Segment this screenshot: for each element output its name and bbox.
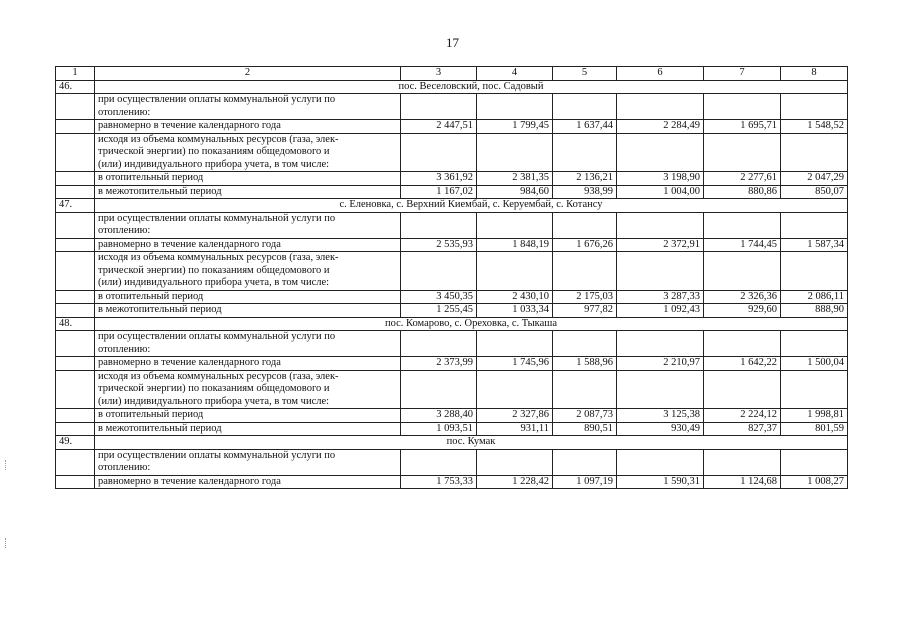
description-line: при осуществлении оплаты коммунальной услуги по	[98, 212, 336, 224]
value-cell	[704, 94, 781, 120]
row-number-cell	[56, 370, 95, 409]
value-cell	[477, 331, 553, 357]
page-number: 17	[446, 35, 459, 50]
value-cell: 1 093,51	[401, 422, 477, 436]
row-description	[95, 133, 401, 172]
row-description	[95, 304, 401, 318]
description-line: исходя из объема коммунальных ресурсов (газа, элек-	[98, 133, 339, 145]
value-cell	[401, 370, 477, 409]
row-description	[95, 185, 401, 199]
table-row	[56, 304, 848, 318]
description-line: трической энергии) по показаниям общедомового и	[98, 383, 330, 394]
value-cell: 1 124,68	[704, 475, 781, 489]
description-line: отоплению:	[98, 462, 151, 473]
value-cell	[704, 252, 781, 291]
description-line: трической энергии) по показаниям общедомового и	[98, 146, 330, 157]
value-cell	[617, 370, 704, 409]
row-number-cell	[56, 290, 95, 304]
value-cell	[781, 133, 848, 172]
row-number-cell	[56, 185, 95, 199]
table-row	[56, 238, 848, 252]
column-header-row	[56, 67, 848, 81]
value-cell: 827,37	[704, 422, 781, 436]
table-row	[56, 449, 848, 475]
column-header: 1	[56, 67, 95, 81]
value-cell	[477, 133, 553, 172]
table-row	[56, 120, 848, 134]
row-number-cell	[56, 331, 95, 357]
description-line: исходя из объема коммунальных ресурсов (газа, элек-	[98, 370, 339, 382]
table-row	[56, 422, 848, 436]
value-cell	[553, 252, 617, 291]
value-cell: 2 327,86	[477, 409, 553, 423]
row-number: 49.	[56, 436, 95, 450]
value-cell: 888,90	[781, 304, 848, 318]
value-cell: 2 087,73	[553, 409, 617, 423]
location-name: пос. Кумак	[95, 436, 848, 450]
value-cell: 977,82	[553, 304, 617, 318]
value-cell	[781, 252, 848, 291]
value-cell	[617, 449, 704, 475]
value-cell	[401, 94, 477, 120]
row-description	[95, 252, 401, 291]
table-row	[56, 172, 848, 186]
table-row	[56, 475, 848, 489]
location-name: пос. Веселовский, пос. Садовый	[95, 80, 848, 94]
value-cell	[401, 331, 477, 357]
value-cell: 2 447,51	[401, 120, 477, 134]
value-cell: 1 590,31	[617, 475, 704, 489]
value-cell: 930,49	[617, 422, 704, 436]
description-line: при осуществлении оплаты коммунальной услуги по	[98, 94, 336, 105]
value-cell: 1 167,02	[401, 185, 477, 199]
value-cell: 1 998,81	[781, 409, 848, 423]
table-row	[56, 370, 848, 409]
value-cell: 3 288,40	[401, 409, 477, 423]
row-description	[95, 212, 401, 238]
value-cell: 2 326,36	[704, 290, 781, 304]
value-cell	[781, 212, 848, 238]
value-cell	[704, 331, 781, 357]
value-cell: 3 198,90	[617, 172, 704, 186]
table-row	[56, 212, 848, 238]
description-line: отоплению:	[98, 106, 151, 118]
description-line: в межотопительный период	[98, 185, 222, 197]
value-cell: 1 548,52	[781, 120, 848, 134]
location-row	[56, 317, 848, 331]
column-header: 6	[617, 67, 704, 81]
value-cell	[401, 252, 477, 291]
value-cell	[781, 370, 848, 409]
value-cell: 1 033,34	[477, 304, 553, 318]
row-number-cell	[56, 304, 95, 318]
value-cell: 1 848,19	[477, 238, 553, 252]
value-cell: 984,60	[477, 185, 553, 199]
value-cell	[781, 94, 848, 120]
value-cell	[401, 449, 477, 475]
row-number: 47.	[56, 199, 95, 213]
value-cell	[617, 94, 704, 120]
description-line: в межотопительный период	[98, 422, 222, 434]
value-cell: 1 255,45	[401, 304, 477, 318]
table-row	[56, 133, 848, 172]
row-description	[95, 409, 401, 423]
row-description	[95, 290, 401, 304]
value-cell	[553, 133, 617, 172]
row-description	[95, 238, 401, 252]
description-line: при осуществлении оплаты коммунальной услуги по	[98, 331, 336, 342]
table-row	[56, 252, 848, 291]
value-cell: 1 004,00	[617, 185, 704, 199]
description-line: (или) индивидуального прибора учета, в том числе:	[98, 158, 330, 170]
value-cell: 3 361,92	[401, 172, 477, 186]
row-description	[95, 331, 401, 357]
value-cell	[401, 212, 477, 238]
value-cell: 2 175,03	[553, 290, 617, 304]
value-cell: 929,60	[704, 304, 781, 318]
value-cell: 3 450,35	[401, 290, 477, 304]
row-number-cell	[56, 252, 95, 291]
value-cell	[704, 449, 781, 475]
row-description	[95, 449, 401, 475]
value-cell: 1 587,34	[781, 238, 848, 252]
column-header: 8	[781, 67, 848, 81]
description-line: равномерно в течение календарного года	[98, 120, 281, 131]
column-header: 3	[401, 67, 477, 81]
value-cell: 2 136,21	[553, 172, 617, 186]
value-cell	[781, 449, 848, 475]
description-line: в отопительный период	[98, 290, 204, 302]
description-line: (или) индивидуального прибора учета, в том числе:	[98, 277, 330, 288]
row-number-cell	[56, 94, 95, 120]
value-cell	[553, 212, 617, 238]
value-cell	[477, 370, 553, 409]
column-header: 2	[95, 67, 401, 81]
row-description	[95, 475, 401, 489]
description-line: исходя из объема коммунальных ресурсов (газа, элек-	[98, 252, 339, 263]
row-description	[95, 94, 401, 120]
row-number: 48.	[56, 317, 95, 331]
tariff-table	[55, 66, 848, 489]
column-header: 5	[553, 67, 617, 81]
description-line: в отопительный период	[98, 172, 204, 183]
value-cell: 3 287,33	[617, 290, 704, 304]
column-header: 4	[477, 67, 553, 81]
value-cell	[704, 133, 781, 172]
description-line: (или) индивидуального прибора учета, в том числе:	[98, 395, 330, 407]
description-line: равномерно в течение календарного года	[98, 238, 281, 250]
description-line: равномерно в течение календарного года	[98, 475, 281, 487]
value-cell	[477, 449, 553, 475]
row-number: 46.	[56, 80, 95, 94]
value-cell: 1 676,26	[553, 238, 617, 252]
value-cell: 2 224,12	[704, 409, 781, 423]
location-row	[56, 436, 848, 450]
location-row	[56, 199, 848, 213]
value-cell	[704, 212, 781, 238]
value-cell: 1 588,96	[553, 357, 617, 371]
tariff-table-body	[56, 67, 848, 489]
value-cell	[477, 212, 553, 238]
row-number-cell	[56, 238, 95, 252]
description-line: в отопительный период	[98, 409, 204, 420]
value-cell: 1 008,27	[781, 475, 848, 489]
value-cell: 2 277,61	[704, 172, 781, 186]
value-cell	[617, 212, 704, 238]
value-cell	[553, 370, 617, 409]
value-cell: 1 500,04	[781, 357, 848, 371]
column-header: 7	[704, 67, 781, 81]
value-cell: 938,99	[553, 185, 617, 199]
value-cell: 1 642,22	[704, 357, 781, 371]
value-cell: 1 092,43	[617, 304, 704, 318]
value-cell: 1 228,42	[477, 475, 553, 489]
row-number-cell	[56, 449, 95, 475]
description-line: в межотопительный период	[98, 304, 222, 315]
scan-margin-mark	[5, 460, 8, 470]
value-cell: 1 744,45	[704, 238, 781, 252]
row-number-cell	[56, 357, 95, 371]
row-number-cell	[56, 172, 95, 186]
table-row	[56, 409, 848, 423]
row-description	[95, 120, 401, 134]
value-cell: 2 210,97	[617, 357, 704, 371]
value-cell: 2 430,10	[477, 290, 553, 304]
row-number-cell	[56, 409, 95, 423]
value-cell	[617, 252, 704, 291]
value-cell	[477, 94, 553, 120]
value-cell	[617, 331, 704, 357]
description-line: отоплению:	[98, 343, 151, 355]
row-description	[95, 172, 401, 186]
value-cell	[704, 370, 781, 409]
value-cell	[781, 331, 848, 357]
value-cell: 2 372,91	[617, 238, 704, 252]
table-row	[56, 94, 848, 120]
value-cell	[553, 331, 617, 357]
row-number-cell	[56, 133, 95, 172]
value-cell: 1 799,45	[477, 120, 553, 134]
value-cell: 3 125,38	[617, 409, 704, 423]
location-row	[56, 80, 848, 94]
row-number-cell	[56, 475, 95, 489]
value-cell: 1 695,71	[704, 120, 781, 134]
description-line: при осуществлении оплаты коммунальной услуги по	[98, 449, 336, 461]
value-cell	[401, 133, 477, 172]
row-number-cell	[56, 212, 95, 238]
description-line: равномерно в течение календарного года	[98, 357, 281, 368]
value-cell	[553, 449, 617, 475]
value-cell	[553, 94, 617, 120]
row-number-cell	[56, 120, 95, 134]
row-description	[95, 357, 401, 371]
value-cell: 2 047,29	[781, 172, 848, 186]
table-row	[56, 290, 848, 304]
value-cell: 880,86	[704, 185, 781, 199]
value-cell	[477, 252, 553, 291]
value-cell: 931,11	[477, 422, 553, 436]
value-cell: 2 381,35	[477, 172, 553, 186]
row-description	[95, 422, 401, 436]
row-number-cell	[56, 422, 95, 436]
table-row	[56, 185, 848, 199]
value-cell: 890,51	[553, 422, 617, 436]
value-cell	[617, 133, 704, 172]
description-line: трической энергии) по показаниям общедомового и	[98, 264, 330, 276]
value-cell: 1 097,19	[553, 475, 617, 489]
value-cell: 801,59	[781, 422, 848, 436]
value-cell: 2 373,99	[401, 357, 477, 371]
value-cell: 2 284,49	[617, 120, 704, 134]
value-cell: 1 753,33	[401, 475, 477, 489]
row-description	[95, 370, 401, 409]
value-cell: 1 637,44	[553, 120, 617, 134]
description-line: отоплению:	[98, 225, 151, 236]
table-row	[56, 357, 848, 371]
value-cell: 1 745,96	[477, 357, 553, 371]
location-name: пос. Комарово, с. Ореховка, с. Тыкаша	[95, 317, 848, 331]
value-cell: 2 535,93	[401, 238, 477, 252]
value-cell: 850,07	[781, 185, 848, 199]
scan-margin-mark	[5, 538, 8, 548]
value-cell: 2 086,11	[781, 290, 848, 304]
location-name: с. Еленовка, с. Верхний Киембай, с. Керуембай, с. Котансу	[95, 199, 848, 213]
table-row	[56, 331, 848, 357]
